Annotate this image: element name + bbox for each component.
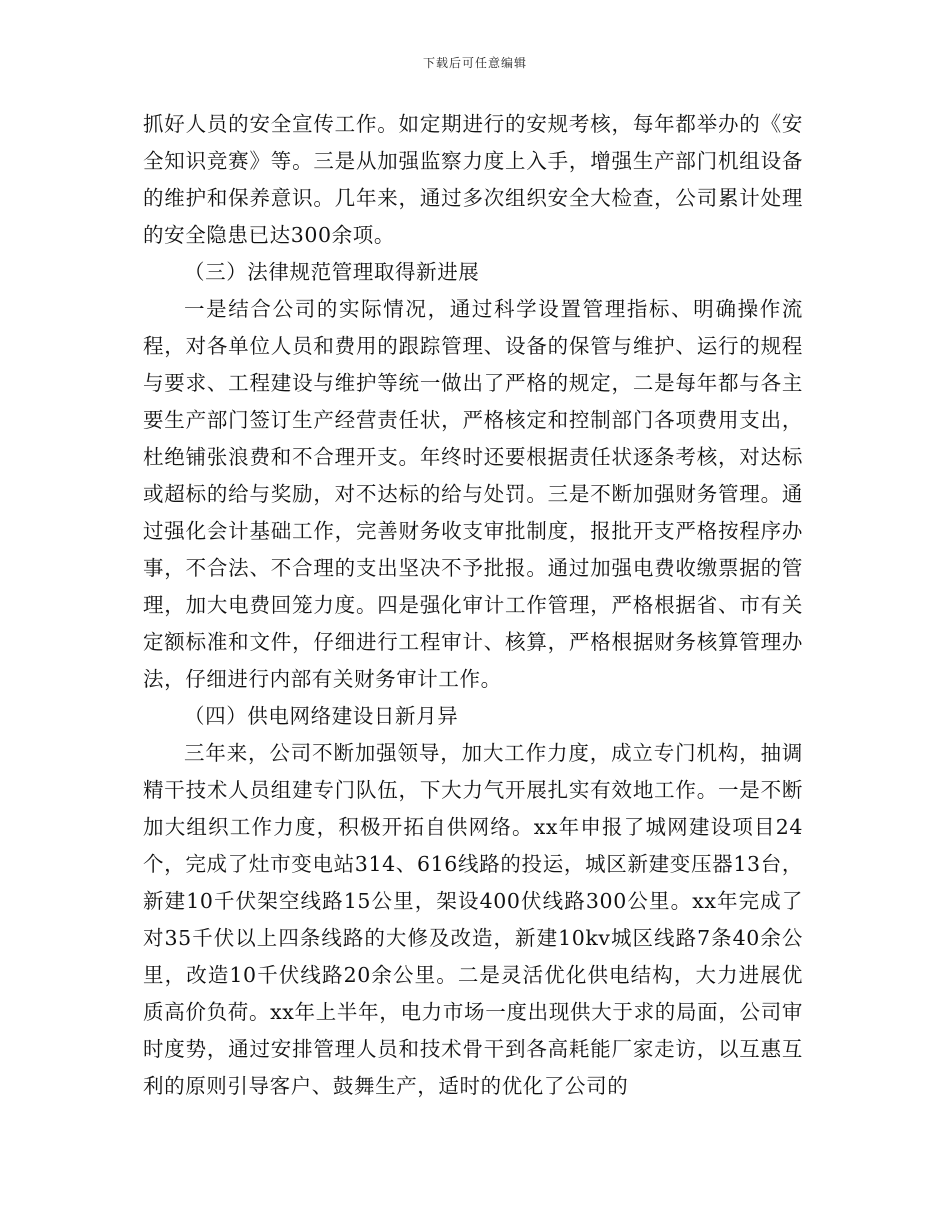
paragraph-legal-management: 一是结合公司的实际情况，通过科学设置管理指标、明确操作流程，对各单位人员和费用的跟踪管理、设备的保管与维护、运行的规程与要求、工程建设与维护等统一做出了严格的规定，二是每年都与各主要生产部门签订生产经营责任状，严格核定和控制部门各项费用支出，杜绝铺张浪费和不合理开支。年终时还要根据责任状逐条考核，对达标或超标的给与奖励，对不达标的给与处罚。三是不断加强财务管理。通过强化会计基础工作，完善财务收支审批制度，报批开支严格按程序办事，不合法、不合理的支出坚决不予批报。通过加强电费收缴票据的管理，加大电费回笼力度。四是强化审计工作管理，严格根据省、市有关定额标准和文件，仔细进行工程审计、核算，严格根据财务核算管理办法，仔细进行内部有关财务审计工作。 <box>143 297 803 691</box>
paragraph-grid-construction: 三年来，公司不断加强领导，加大工作力度，成立专门机构，抽调精干技术人员组建专门队伍，下大力气开展扎实有效地工作。一是不断加大组织工作力度，积极开拓自供网络。xx年申报了城网建设项目24个，完成了灶市变电站314、616线路的投运，城区新建变压器13台，新建10千伏架空线路15公里，架设400伏线路300公里。xx年完成了对35千伏以上四条线路的大修及改造，新建10kv城区线路7条40余公里，改造10千伏线路20余公里。二是灵活优化供电结构，大力进展优质高价负荷。xx年上半年，电力市场一度出现供大于求的局面，公司审时度势，通过安排管理人员和技术骨干到各高耗能厂家走访，以互惠互利的原则引导客户、鼓舞生产，适时的优化了公司的 <box>143 741 803 1098</box>
document-body <box>143 106 803 1105</box>
page-header: 下载后可任意编辑 <box>422 56 527 70</box>
section-heading-legal-management: （三）法律规范管理取得新进展 <box>184 260 480 284</box>
paragraph-safety-publicity: 抓好人员的安全宣传工作。如定期进行的安规考核，每年都举办的《安全知识竞赛》等。三是从加强监察力度上入手，增强生产部门机组设备的维护和保养意识。几年来，通过多次组织安全大检查，公司累计处理的安全隐患已达300余项。 <box>143 112 803 247</box>
section-heading-grid-construction: （四）供电网络建设日新月异 <box>184 704 459 728</box>
